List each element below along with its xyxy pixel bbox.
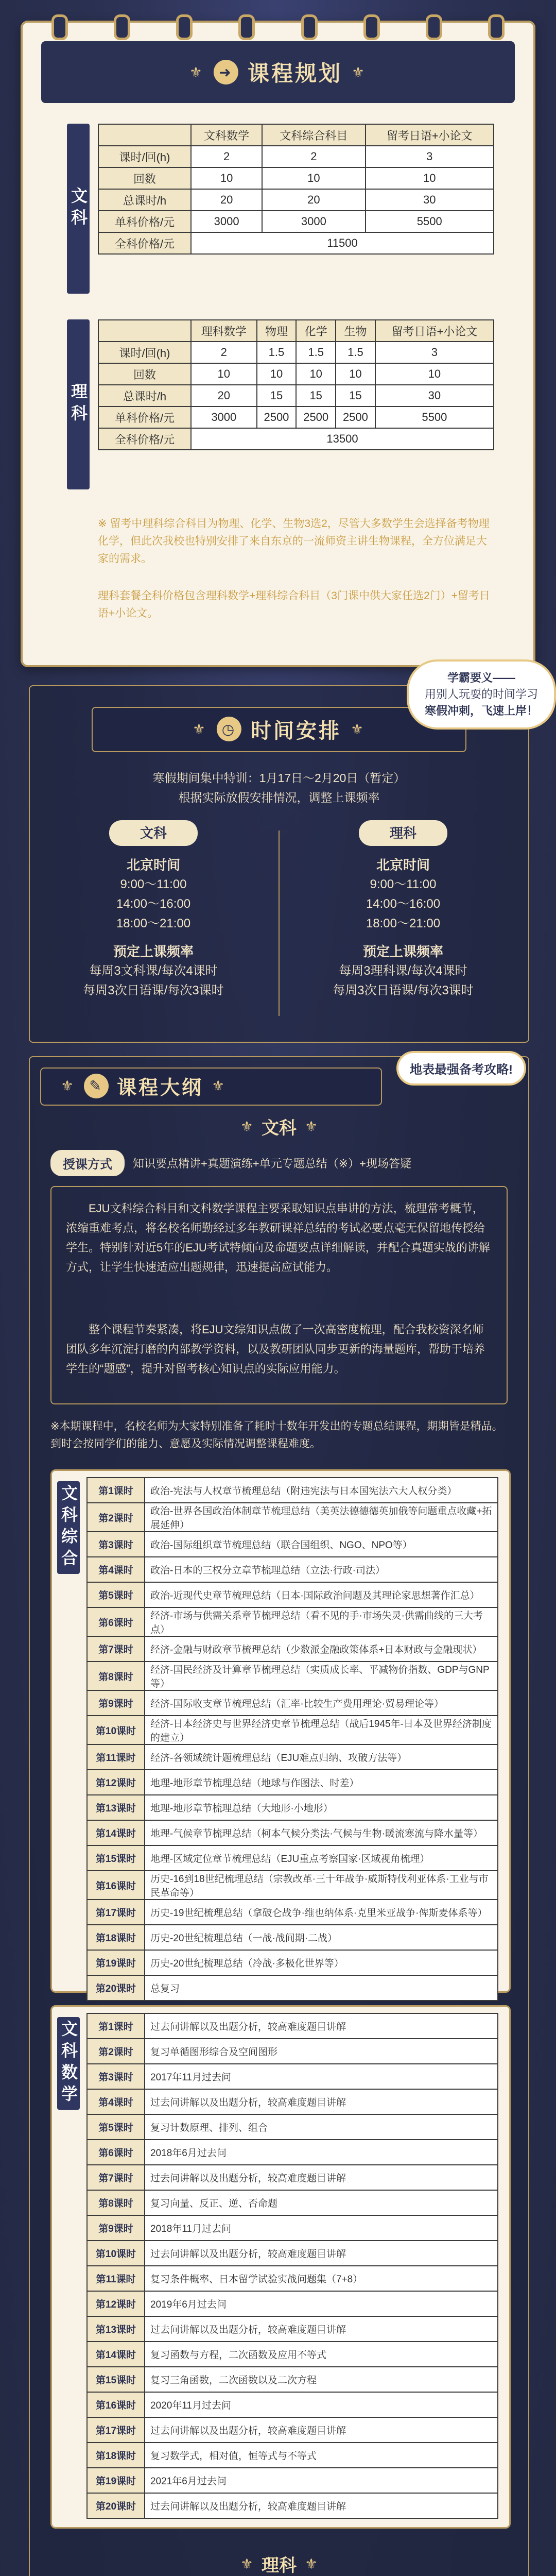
table-row	[87, 1795, 498, 1820]
table-header-cell: 文科综合科目	[262, 124, 365, 146]
table-cell: 2500	[336, 406, 375, 428]
lesson-number: 第5课时	[87, 2114, 145, 2140]
table-row	[87, 1716, 498, 1744]
table-row	[87, 2013, 498, 2039]
table-cell: 20	[262, 189, 365, 211]
lesson-number: 第20课时	[87, 1975, 145, 2001]
lesson-content: 政治-宪法与人权章节梳理总结（附违宪法与日本国宪法六大人权分类）	[145, 1478, 498, 1503]
culture-freq-label: 预定上课频率	[113, 944, 194, 959]
lesson-number: 第15课时	[87, 1845, 145, 1871]
lesson-content: 政治-世界各国政治体制章节梳理总结（美英法德德德英加俄等问题重点收藏+拓展延伸）	[145, 1503, 498, 1532]
outline-badge: 地表最强备考攻略!	[396, 1051, 526, 1086]
culture-special-note: ※本期课程中，名校名师为大家特别准备了耗时十数年开发出的专题总结课程，期期皆是精品。到时会按同学们的能力、意愿及实际情况调整课程难度。	[50, 1420, 503, 1450]
motto-line: 用别人玩耍的时间学习	[424, 688, 538, 701]
lesson-content: 经济-国民经济及计算章节梳理总结（实质成长率、平减物价指数、GDP与GNP等）	[145, 1662, 498, 1690]
table-cell: 5500	[366, 211, 494, 232]
table-row	[87, 2190, 498, 2215]
culture-plan-table	[98, 124, 494, 255]
table-cell: 13500	[191, 428, 494, 450]
table-row	[87, 2493, 498, 2518]
time-slot: 18:00～21:00	[366, 917, 441, 930]
lesson-content: 复习函数与方程，二次函数及应用不等式	[145, 2342, 498, 2367]
lesson-content: 复习单循图形综合及空间图形	[145, 2039, 498, 2064]
outline-title: 课程大纲	[117, 1077, 204, 1099]
science-freq-label: 预定上课频率	[362, 944, 443, 959]
lesson-content: 2018年11月过去问	[145, 2215, 498, 2241]
table-cell: 15	[296, 385, 336, 406]
schedule-card	[29, 685, 529, 1043]
lesson-number: 第15课时	[87, 2367, 145, 2392]
lesson-number: 第7课时	[87, 1636, 145, 1662]
table-row	[87, 2241, 498, 2266]
schedule-title: 时间安排	[251, 719, 341, 742]
lesson-number: 第1课时	[87, 2013, 145, 2039]
science-section-header	[240, 2551, 318, 2576]
lesson-content: 过去问讲解以及出题分析，较高难度题目讲解	[145, 2316, 498, 2342]
table-cell: 20	[191, 189, 262, 211]
outline-title-group	[61, 1072, 227, 1100]
table-row	[98, 167, 494, 189]
culture-combo-side-label: 文科综合	[57, 1481, 80, 1574]
table-row	[87, 2089, 498, 2114]
freq-line: 每周3文科课/每次4课时	[89, 964, 218, 978]
lesson-content: 过去问讲解以及出题分析，较高难度题目讲解	[145, 2241, 498, 2266]
plan-note-2: 理科套餐全科价格包含理科数学+理科综合科目（3门课中供大家任选2门）+留考日语+小论文。	[98, 590, 490, 619]
culture-pill: 文科	[109, 820, 198, 846]
table-row	[87, 1871, 498, 1900]
table-cell: 3000	[191, 406, 257, 428]
table-cell: 3000	[191, 211, 262, 232]
table-cell: 5500	[375, 406, 494, 428]
culture-method-row	[50, 1150, 508, 1176]
table-row	[98, 189, 494, 211]
schedule-period: 寒假期间集中特训：1月17日～2月20日（暂定）	[152, 771, 406, 785]
science-schedule-column	[290, 820, 516, 1001]
table-row	[87, 1662, 498, 1690]
table-row	[87, 1557, 498, 1582]
science-plan-table	[98, 319, 494, 450]
lesson-number: 第7课时	[87, 2165, 145, 2190]
lesson-number: 第13课时	[87, 1795, 145, 1820]
table-cell: 1.5	[296, 342, 336, 363]
lesson-content: 历史-16到18世纪梳理总结（宗教改革·三十年战争·威斯特伐利亚体系·工业与市民革命等）	[145, 1871, 498, 1900]
table-row	[87, 1820, 498, 1845]
lesson-number: 第4课时	[87, 1557, 145, 1582]
table-cell: 10	[375, 363, 494, 385]
culture-math-lessons	[86, 2013, 498, 2519]
book-icon: ✎	[84, 1074, 109, 1098]
lesson-content: 复习计数原理、排列、组合	[145, 2114, 498, 2140]
table-row	[87, 2316, 498, 2342]
table-cell: 2500	[296, 406, 336, 428]
lesson-number: 第11课时	[87, 1744, 145, 1770]
fleur-icon: ⚜	[192, 721, 207, 737]
lesson-content: 过去问讲解以及出题分析，较高难度题目讲解	[145, 2493, 498, 2518]
table-cell: 总课时/h	[98, 385, 191, 406]
table-cell: 10	[191, 363, 257, 385]
table-cell: 1.5	[336, 342, 375, 363]
lesson-content: 复习向量、反正、逆、否命题	[145, 2190, 498, 2215]
table-row	[87, 1900, 498, 1925]
table-cell: 回数	[98, 167, 191, 189]
table-cell: 单科价格/元	[98, 406, 191, 428]
fleur-icon: ⚜	[240, 1118, 253, 1134]
lesson-content: 过去问讲解以及出题分析，较高难度题目讲解	[145, 2013, 498, 2039]
schedule-period-note: 根据实际放假安排情况，调整上课频率	[178, 791, 380, 804]
schedule-divider	[279, 831, 280, 1016]
lesson-number: 第12课时	[87, 2291, 145, 2316]
lesson-content: 过去问讲解以及出题分析，较高难度题目讲解	[145, 2165, 498, 2190]
table-row	[87, 2417, 498, 2443]
table-row	[87, 1607, 498, 1636]
lesson-number: 第16课时	[87, 1871, 145, 1900]
table-cell: 10	[262, 167, 365, 189]
table-row	[98, 211, 494, 232]
lesson-number: 第4课时	[87, 2089, 145, 2114]
fleur-icon: ⚜	[212, 1078, 227, 1094]
table-cell: 2	[262, 146, 365, 167]
fleur-icon: ⚜	[305, 1118, 318, 1134]
lesson-number: 第6课时	[87, 1607, 145, 1636]
table-row	[98, 146, 494, 167]
fleur-icon: ⚜	[189, 64, 204, 80]
table-cell: 20	[191, 385, 257, 406]
table-row	[87, 1690, 498, 1716]
table-row	[87, 2367, 498, 2392]
lesson-number: 第8课时	[87, 2190, 145, 2215]
table-cell: 30	[375, 385, 494, 406]
lesson-content: 经济-金融与财政章节梳理总结（少数派金融政策体系+日本财政与金融现状）	[145, 1636, 498, 1662]
lesson-number: 第10课时	[87, 1716, 145, 1744]
time-slot: 18:00～21:00	[116, 917, 191, 930]
table-cell: 10	[296, 363, 336, 385]
table-cell: 10	[366, 167, 494, 189]
table-cell: 全科价格/元	[98, 428, 191, 450]
lesson-number: 第14课时	[87, 1820, 145, 1845]
table-cell: 10	[191, 167, 262, 189]
table-row	[87, 1975, 498, 2001]
table-row	[98, 363, 494, 385]
table-header-cell: 文科数学	[191, 124, 262, 146]
fleur-icon: ⚜	[240, 2556, 253, 2572]
lesson-content: 2018年6月过去问	[145, 2140, 498, 2165]
table-row	[98, 406, 494, 428]
lesson-content: 复习三角函数，二次函数以及二次方程	[145, 2367, 498, 2392]
lesson-content: 政治-近现代史章节梳理总结（日本·国际政治问题及其理论家思想著作汇总）	[145, 1582, 498, 1607]
table-row	[87, 2468, 498, 2493]
table-header-cell: 物理	[257, 320, 297, 342]
lesson-number: 第6课时	[87, 2140, 145, 2165]
binder-rings	[51, 14, 505, 40]
table-cell: 2	[191, 342, 257, 363]
table-row	[87, 1636, 498, 1662]
lesson-number: 第3课时	[87, 1532, 145, 1557]
lesson-content: 过去问讲解以及出题分析，较高难度题目讲解	[145, 2089, 498, 2114]
plan-title-group	[189, 54, 367, 90]
table-header-cell	[98, 320, 191, 342]
table-row	[87, 2342, 498, 2367]
schedule-columns	[30, 820, 528, 1026]
lesson-number: 第9课时	[87, 1690, 145, 1716]
culture-intro-1: EJU文科综合科目和文科数学课程主要采取知识点串讲的方法，梳理常考概节，浓缩重难考点，将名校名师勤经过多年教研课祥总结的考试必要点毫无保留地传授给学生。特别针对近5年的EJU考试特倾向及命题要点详细解读，并配合真题实战的讲解方式，让学生快速适应出题规律，迅速提高应试能力。	[66, 1202, 490, 1274]
table-row	[87, 2140, 498, 2165]
table-cell: 15	[257, 385, 297, 406]
lesson-number: 第16课时	[87, 2392, 145, 2417]
time-slot: 14:00～16:00	[366, 897, 441, 911]
outline-card	[29, 1056, 529, 2576]
lesson-content: 2020年11月过去问	[145, 2392, 498, 2417]
culture-combo-lessons	[86, 1477, 498, 2001]
lesson-content: 地理-地形章节梳理总结（地球与作图法、时差）	[145, 1770, 498, 1795]
lesson-content: 2021年6月过去问	[145, 2468, 498, 2493]
table-row	[87, 2064, 498, 2089]
freq-line: 每周3次日语课/每次3课时	[333, 984, 474, 997]
lesson-content: 地理-地形章节梳理总结（大地形·小地形）	[145, 1795, 498, 1820]
table-row	[87, 1770, 498, 1795]
lesson-content: 经济-日本经济史与世界经济史章节梳理总结（战后1945年-日本及世界经济制度的建立）	[145, 1716, 498, 1744]
lesson-number: 第17课时	[87, 2417, 145, 2443]
lesson-content: 总复习	[145, 1975, 498, 2001]
lesson-number: 第20课时	[87, 2493, 145, 2518]
lesson-content: 历史-20世纪梳理总结（冷战·多极化世界等）	[145, 1950, 498, 1975]
plan-note-1: ※ 留考中理科综合科目为物理、化学、生物3选2，尽管大多数学生会选择备考物理化学，但此次我校也特别安排了来自东京的一流师资主讲生物课程，全方位满足大家的需求。	[98, 518, 490, 565]
table-cell: 10	[336, 363, 375, 385]
science-side-label: 理科	[67, 319, 90, 489]
lesson-number: 第19课时	[87, 1950, 145, 1975]
table-row	[87, 2114, 498, 2140]
lesson-number: 第17课时	[87, 1900, 145, 1925]
lesson-content: 过去问讲解以及出题分析，较高难度题目讲解	[145, 2417, 498, 2443]
lesson-number: 第19课时	[87, 2468, 145, 2493]
fleur-icon: ⚜	[305, 2556, 318, 2572]
lesson-number: 第3课时	[87, 2064, 145, 2089]
table-row	[98, 320, 494, 342]
table-header-cell: 理科数学	[191, 320, 257, 342]
lesson-content: 2017年11月过去问	[145, 2064, 498, 2089]
table-row	[87, 1582, 498, 1607]
science-pill: 理科	[359, 820, 447, 846]
motto-line: 学霸要义——	[447, 671, 515, 684]
table-row	[98, 124, 494, 146]
culture-section-title: 文科	[262, 1118, 297, 1138]
culture-intro-2: 整个课程节奏紧凑，将EJU文综知识点做了一次高密度梳理，配合我校资深名师团队多年沉淀打磨的内部教学资料，以及教研团队同步更新的海量题库，帮助于培养学生的“题感”，提升对留考核心知识点的实际应用能力。	[66, 1323, 485, 1375]
table-row	[87, 1503, 498, 1532]
lesson-number: 第13课时	[87, 2316, 145, 2342]
plan-card	[21, 21, 535, 667]
table-row	[87, 1478, 498, 1503]
table-row	[98, 232, 494, 254]
culture-bj-label: 北京时间	[126, 857, 180, 873]
table-cell: 30	[366, 189, 494, 211]
table-row	[87, 2215, 498, 2241]
lesson-number: 第1课时	[87, 1478, 145, 1503]
culture-section-header	[240, 1114, 318, 1139]
lesson-number: 第14课时	[87, 2342, 145, 2367]
table-row	[87, 2291, 498, 2316]
table-row	[98, 428, 494, 450]
lesson-number: 第2课时	[87, 1503, 145, 1532]
fleur-icon: ⚜	[61, 1078, 76, 1094]
table-row	[87, 1532, 498, 1557]
lesson-content: 政治-国际组织章节梳理总结（联合国组织、NGO、NPO等）	[145, 1532, 498, 1557]
table-cell: 课时/回(h)	[98, 342, 191, 363]
lesson-number: 第10课时	[87, 2241, 145, 2266]
table-header-cell: 留考日语+小论文	[375, 320, 494, 342]
table-cell: 单科价格/元	[98, 211, 191, 232]
science-bj-label: 北京时间	[376, 857, 430, 873]
lesson-number: 第5课时	[87, 1582, 145, 1607]
lesson-number: 第9课时	[87, 2215, 145, 2241]
lesson-content: 历史-20世纪梳理总结（一战·战间期·二战）	[145, 1925, 498, 1950]
lesson-content: 历史-19世纪梳理总结（拿破仑战争·维也纳体系·克里米亚战争·俾斯麦体系等）	[145, 1900, 498, 1925]
table-cell: 11500	[191, 232, 494, 254]
lesson-content: 政治-日本的三权分立章节梳理总结（立法·行政·司法）	[145, 1557, 498, 1582]
lesson-content: 经济-市场与供需关系章节梳理总结（看不见的手·市场失灵·供需曲线的三大考点）	[145, 1607, 498, 1636]
table-cell: 3	[366, 146, 494, 167]
table-cell: 3	[375, 342, 494, 363]
table-row	[87, 2039, 498, 2064]
method-text: 知识要点精讲+真题演练+单元专题总结（※）+现场答疑	[133, 1157, 411, 1170]
plan-title: 课程规划	[247, 61, 343, 86]
lesson-number: 第8课时	[87, 1662, 145, 1690]
lesson-number: 第2课时	[87, 2039, 145, 2064]
science-section-title: 理科	[262, 2556, 297, 2575]
table-cell: 课时/回(h)	[98, 146, 191, 167]
clock-icon: ◷	[217, 717, 241, 741]
table-row	[87, 2266, 498, 2291]
lesson-number: 第11课时	[87, 2266, 145, 2291]
motto-bubble	[407, 659, 556, 730]
method-tag: 授课方式	[50, 1150, 125, 1176]
time-slot: 9:00～11:00	[370, 877, 437, 891]
culture-math-side-label: 文科数学	[57, 2017, 80, 2110]
lesson-number: 第12课时	[87, 1770, 145, 1795]
table-header-cell: 留考日语+小论文	[366, 124, 494, 146]
lesson-number: 第18课时	[87, 1925, 145, 1950]
lesson-content: 地理-气候章节梳理总结（柯本气候分类法·气候与生物·暖流寒流与降水量等）	[145, 1820, 498, 1845]
lesson-content: 复习条件概率、日本留学试验实战问题集（7+8）	[145, 2266, 498, 2291]
arrow-icon: ➜	[214, 60, 238, 84]
time-slot: 14:00～16:00	[116, 897, 191, 911]
lesson-content: 地理-区域定位章节梳理总结（EJU重点考察国家·区域视角梳理）	[145, 1845, 498, 1871]
lesson-content: 复习数学式，相对值，恒等式与不等式	[145, 2443, 498, 2468]
table-cell: 15	[336, 385, 375, 406]
table-row	[87, 2165, 498, 2190]
freq-line: 每周3理科课/每次4课时	[339, 964, 467, 978]
table-row	[87, 2392, 498, 2417]
table-cell: 回数	[98, 363, 191, 385]
table-row	[87, 1744, 498, 1770]
table-cell: 1.5	[257, 342, 297, 363]
table-header-cell	[98, 124, 191, 146]
table-cell: 3000	[262, 211, 365, 232]
lesson-content: 经济-国际收支章节梳理总结（汇率·比较生产费用理论·贸易理论等）	[145, 1690, 498, 1716]
table-row	[98, 385, 494, 406]
freq-line: 每周3次日语课/每次3课时	[83, 984, 224, 997]
table-header-cell: 化学	[296, 320, 336, 342]
table-row	[87, 1925, 498, 1950]
time-slot: 9:00～11:00	[120, 877, 187, 891]
table-cell: 全科价格/元	[98, 232, 191, 254]
table-cell: 2500	[257, 406, 297, 428]
table-cell: 10	[257, 363, 297, 385]
table-row	[87, 2443, 498, 2468]
fleur-icon: ⚜	[351, 721, 366, 737]
fleur-icon: ⚜	[352, 64, 367, 80]
schedule-title-group	[193, 711, 366, 747]
culture-schedule-column	[40, 820, 267, 1001]
culture-side-label: 文科	[67, 124, 90, 294]
lesson-number: 第18课时	[87, 2443, 145, 2468]
table-row	[87, 1845, 498, 1871]
table-row	[98, 342, 494, 363]
lesson-content: 2019年6月过去问	[145, 2291, 498, 2316]
table-cell: 总课时/h	[98, 189, 191, 211]
table-cell: 2	[191, 146, 262, 167]
lesson-content: 经济-各领域统计题梳理总结（EJU难点归纳、攻破方法等）	[145, 1744, 498, 1770]
table-header-cell: 生物	[336, 320, 375, 342]
table-row	[87, 1950, 498, 1975]
motto-line: 寒假冲刺，飞速上岸！	[424, 704, 538, 717]
